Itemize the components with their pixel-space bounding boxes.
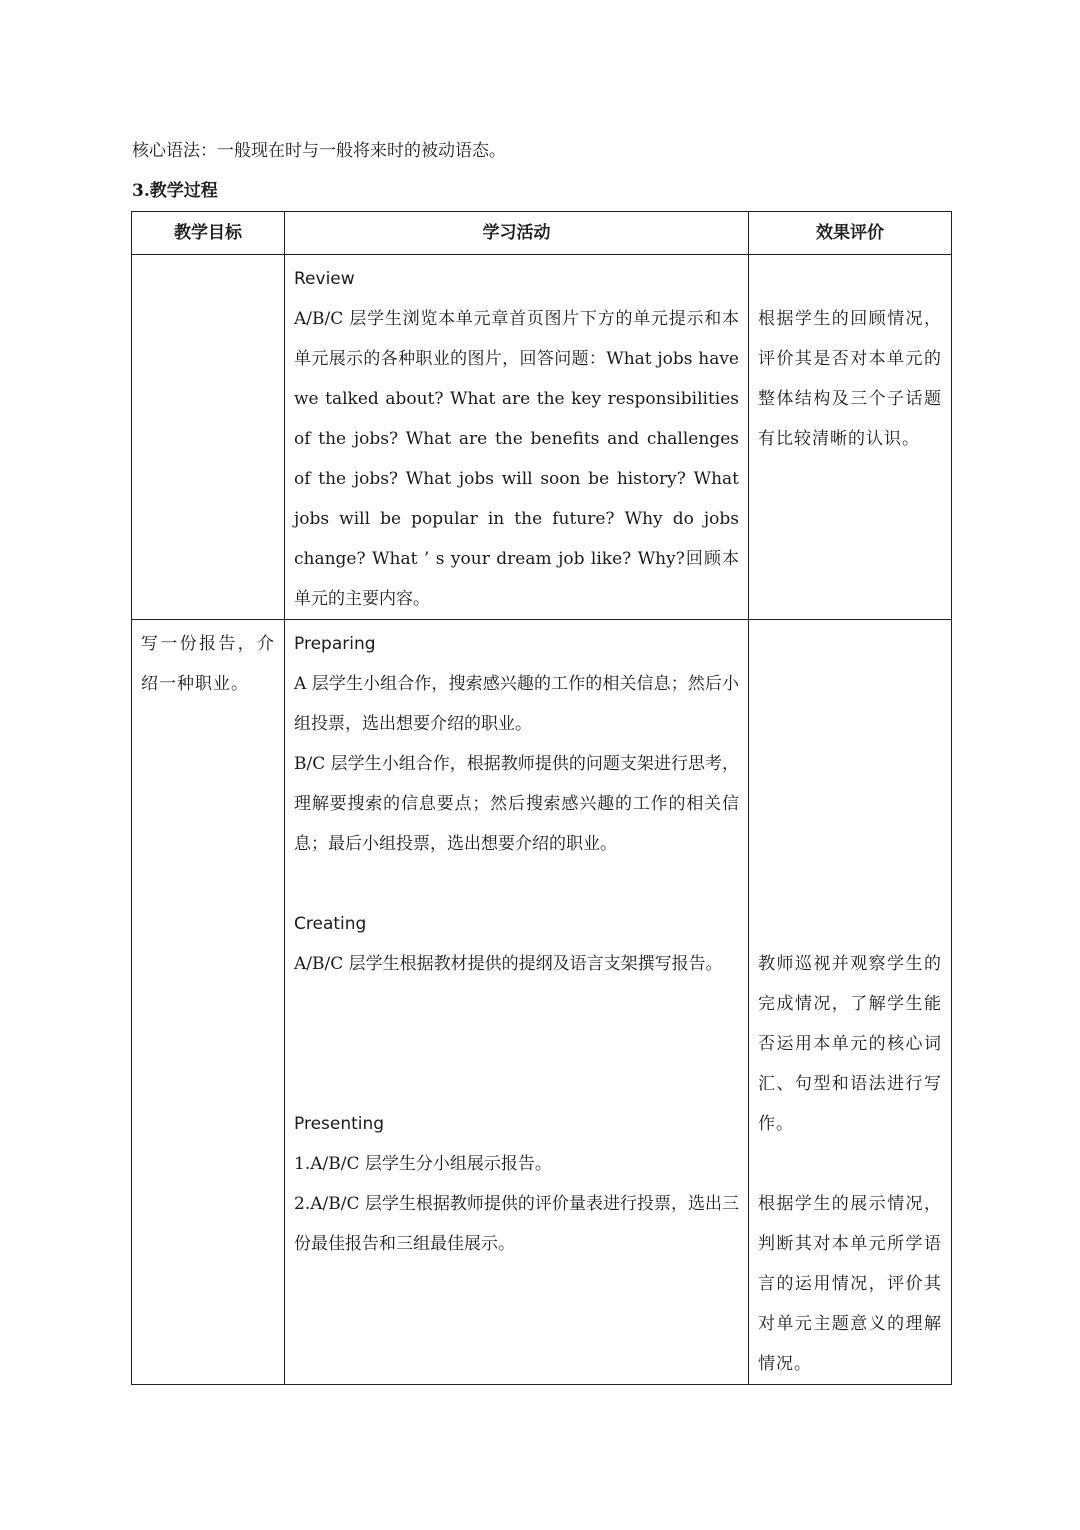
preparing-a-level-text: A 层学生小组合作，搜索感兴趣的工作的相关信息；然后小组投票，选出想要介绍的职业。 <box>294 674 739 734</box>
row2-goal-cell: 写一份报告，介绍一种职业。 <box>132 620 285 1385</box>
stage-presenting: Presenting <box>294 1114 385 1134</box>
table-row <box>132 255 952 620</box>
presenting-evaluation-text: 根据学生的展示情况，判断其对本单元所学语言的运用情况，评价其对单元主题意义的理解情况。 <box>758 1194 942 1374</box>
header-goal: 教学目标 <box>132 212 285 255</box>
header-activity: 学习活动 <box>285 212 749 255</box>
row2-activity-cell <box>285 620 749 1385</box>
spacer <box>758 624 942 704</box>
presenting-step1-text: 1.A/B/C 层学生分小组展示报告。 <box>294 1154 552 1174</box>
spacer <box>294 984 739 1104</box>
row2-evaluation-cell <box>749 620 952 1385</box>
row1-goal-cell <box>132 255 285 620</box>
table-row <box>132 620 952 1385</box>
preparing-bc-level-text: B/C 层学生小组合作，根据教师提供的问题支架进行思考，理解要搜索的信息要点；然后搜索感兴趣的工作的相关信息；最后小组投票，选出想要介绍的职业。 <box>294 754 739 854</box>
spacer <box>294 864 739 904</box>
creating-evaluation-text: 教师巡视并观察学生的完成情况，了解学生能否运用本单元的核心词汇、句型和语法进行写作。 <box>758 954 942 1134</box>
creating-activity-text: A/B/C 层学生根据教材提供的提纲及语言支架撰写报告。 <box>294 954 723 974</box>
row1-activity-cell <box>285 255 749 620</box>
table-header-row <box>132 212 952 255</box>
review-evaluation-text: 根据学生的回顾情况，评价其是否对本单元的整体结构及三个子话题有比较清晰的认识。 <box>758 309 942 449</box>
row1-evaluation-cell <box>749 255 952 620</box>
spacer <box>758 784 942 864</box>
presenting-step2-text: 2.A/B/C 层学生根据教师提供的评价量表进行投票，选出三份最佳报告和三组最佳展示。 <box>294 1194 739 1254</box>
spacer <box>758 704 942 784</box>
header-evaluation: 效果评价 <box>749 212 952 255</box>
stage-preparing: Preparing <box>294 634 376 654</box>
core-grammar-line: 核心语法：一般现在时与一般将来时的被动语态。 <box>132 141 506 161</box>
spacer <box>758 259 942 299</box>
stage-creating: Creating <box>294 914 367 934</box>
teaching-process-table <box>131 211 952 1385</box>
section-title: 3.教学过程 <box>132 181 218 201</box>
stage-review: Review <box>294 269 355 289</box>
spacer <box>758 864 942 944</box>
spacer <box>758 1144 942 1184</box>
review-activity-text: A/B/C 层学生浏览本单元章首页图片下方的单元提示和本单元展示的各种职业的图片，回答问题：What jobs have we talked about? What are the key responsibilities of the jobs? What are the benefits and challenges of the jobs? What jobs will soon be history? What jobs will be popular in the future? Why do jobs change? What ’ s your dream job like? Why?回顾本单元的主要内容。 <box>294 309 739 609</box>
